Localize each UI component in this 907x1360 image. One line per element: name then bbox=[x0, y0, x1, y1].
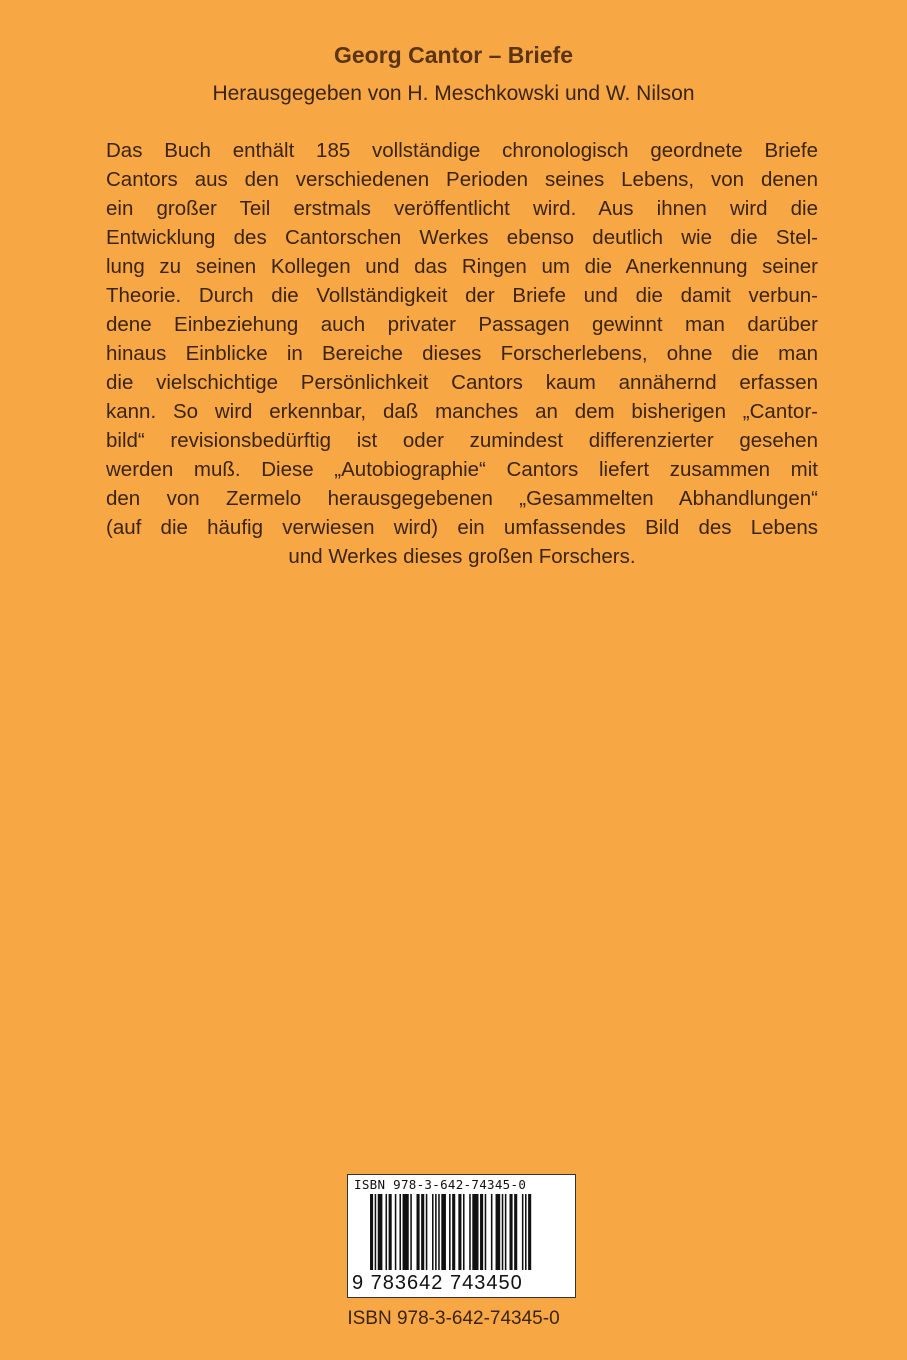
barcode-bar bbox=[463, 1194, 465, 1270]
blurb-line: und Werkes dieses großen Forschers. bbox=[288, 545, 636, 568]
barcode-bar bbox=[528, 1194, 531, 1270]
blurb-line: die vielschichtige Persönlichkeit Cantors kaum annähernd erfassen bbox=[106, 371, 818, 394]
blurb-line: Entwicklung des Cantorschen Werkes ebenso deutlich wie die Stel- bbox=[106, 226, 818, 249]
barcode-bar bbox=[399, 1194, 401, 1270]
barcode-bar bbox=[480, 1194, 483, 1270]
isbn-footer: ISBN 978-3-642-74345-0 bbox=[347, 1308, 560, 1329]
barcode-bar bbox=[441, 1194, 446, 1270]
barcode-bar bbox=[421, 1194, 424, 1270]
blurb-line: Theorie. Durch die Vollständigkeit der Briefe und die damit verbun- bbox=[106, 284, 818, 307]
blurb-line: bild“ revisionsbedürftig ist oder zumindest differenzierter gesehen bbox=[106, 429, 818, 452]
blurb-line: hinaus Einblicke in Bereiche dieses Forscherlebens, ohne die man bbox=[106, 342, 818, 365]
barcode-bar bbox=[432, 1194, 434, 1270]
book-title: Georg Cantor – Briefe bbox=[334, 42, 573, 68]
barcode-bar bbox=[403, 1194, 409, 1270]
blurb-line: den von Zermelo herausgegebenen „Gesammelten Abhandlungen“ bbox=[106, 487, 818, 510]
blurb-line: lung zu seinen Kollegen und das Ringen um die Anerkennung seiner bbox=[106, 255, 818, 278]
barcode-bar bbox=[375, 1194, 377, 1270]
barcode-bar bbox=[410, 1194, 412, 1270]
barcode-bar bbox=[525, 1194, 527, 1270]
barcode-bar bbox=[514, 1194, 517, 1270]
editors-line: Herausgegeben von H. Meschkowski und W. Nilson bbox=[212, 82, 695, 105]
barcode-bar bbox=[502, 1194, 504, 1270]
blurb-line: Cantors aus den verschiedenen Perioden seines Lebens, von denen bbox=[106, 168, 818, 191]
barcode-isbn-label: ISBN 978-3-642-74345-0 bbox=[354, 1177, 527, 1192]
barcode-bar bbox=[505, 1194, 507, 1270]
blurb-line: dene Einbeziehung auch privater Passagen gewinnt man darüber bbox=[106, 313, 818, 336]
blurb-line: kann. So wird erkennbar, daß manches an dem bisherigen „Cantor- bbox=[106, 400, 818, 423]
barcode-bar bbox=[435, 1194, 437, 1270]
barcode-bar bbox=[389, 1194, 392, 1270]
barcode-bar bbox=[370, 1194, 373, 1270]
barcode-digits: 9 783642 743450 bbox=[352, 1272, 523, 1294]
barcode-bar bbox=[438, 1194, 440, 1270]
barcode-bar bbox=[426, 1194, 428, 1270]
barcode-bar bbox=[395, 1194, 397, 1270]
barcode-bar bbox=[458, 1194, 461, 1270]
barcode-bar bbox=[378, 1194, 383, 1270]
blurb-line: Das Buch enthält 185 vollständige chronologisch geordnete Briefe bbox=[106, 139, 818, 162]
blurb-line: ein großer Teil erstmals veröffentlicht wird. Aus ihnen wird die bbox=[106, 197, 818, 220]
blurb-line: werden muß. Diese „Autobiographie“ Cantors liefert zusammen mit bbox=[106, 458, 818, 481]
barcode-bar bbox=[449, 1194, 451, 1270]
barcode-bar bbox=[522, 1194, 524, 1270]
barcode-bar bbox=[485, 1194, 487, 1270]
isbn-barcode bbox=[347, 1174, 576, 1298]
barcode-bar bbox=[496, 1194, 501, 1270]
barcode-bar bbox=[469, 1194, 471, 1270]
barcode-bars bbox=[368, 1194, 558, 1270]
barcode-bar bbox=[452, 1194, 455, 1270]
barcode-bar bbox=[417, 1194, 420, 1270]
blurb-line: (auf die häufig verwiesen wird) ein umfassendes Bild des Lebens bbox=[106, 516, 818, 539]
barcode-bar bbox=[386, 1194, 388, 1270]
barcode-bar bbox=[491, 1194, 493, 1270]
blurb-text bbox=[106, 136, 818, 571]
barcode-bar bbox=[472, 1194, 478, 1270]
barcode-bar bbox=[510, 1194, 513, 1270]
